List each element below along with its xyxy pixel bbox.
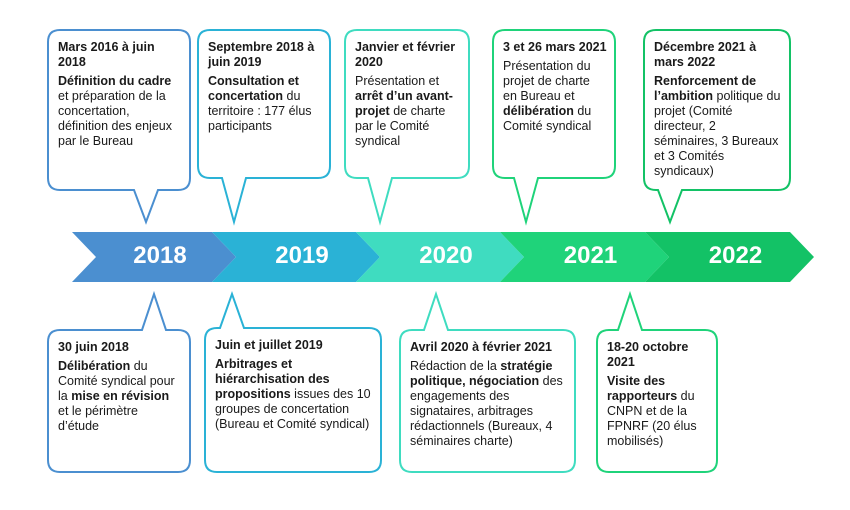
top-callout-text-4 <box>654 40 782 179</box>
top-callout-text-1 <box>208 40 322 134</box>
top-callout-text-0 <box>58 40 182 149</box>
top-callout-text-3 <box>503 40 607 134</box>
callout-bold-text: mise en révision <box>71 389 170 403</box>
callout-body-text: Rédaction de la <box>410 359 501 373</box>
callout-date: Juin et juillet 2019 <box>215 338 323 352</box>
callout-body-text: Présentation du projet de charte en Bureau et <box>503 59 591 103</box>
callout-body-text: du Comité syndical <box>503 104 592 133</box>
callout-body-text: de charte par le Comité syndical <box>355 104 446 148</box>
callout-date: Avril 2020 à février 2021 <box>410 340 553 354</box>
bottom-callout-text-2 <box>410 340 567 449</box>
callout-body-text: politique du projet (Comité directeur, 2 séminaires, 3 Bureaux et 3 Comités syndicaux) <box>654 89 781 178</box>
bottom-callout-text-3 <box>607 340 709 449</box>
year-label-2019: 2019 <box>275 242 329 269</box>
year-label-2018: 2018 <box>133 242 187 269</box>
callout-date: Mars 2016 à juin 2018 <box>58 40 155 69</box>
callout-body-text: du territoire : 177 élus participants <box>208 89 312 133</box>
callout-bold-text: Visite des rapporteurs <box>607 374 678 403</box>
callout-body-text: du Comité syndical pour la <box>58 359 175 403</box>
bottom-callout-text-1 <box>215 338 373 432</box>
year-label-2022: 2022 <box>708 242 763 269</box>
callout-body-text: et le périmètre d’étude <box>58 404 138 433</box>
callout-body-text: du CNPN et de la FPNRF (20 élus mobilisés) <box>607 389 697 448</box>
callout-date: Janvier et février 2020 <box>355 40 456 69</box>
year-label-2020: 2020 <box>419 242 473 269</box>
callout-body-text: et préparation de la concertation, définition des enjeux par le Bureau <box>58 89 172 148</box>
callout-date: 3 et 26 mars 2021 <box>503 40 607 54</box>
top-callout-text-2 <box>355 40 461 149</box>
callout-bold-text: Délibération <box>58 359 131 373</box>
callout-bold-text: délibération <box>503 104 574 118</box>
callout-bold-text: Renforcement de l’ambition <box>654 74 757 103</box>
callout-bold-text: Définition du cadre <box>58 74 172 88</box>
callout-date: 30 juin 2018 <box>58 340 129 354</box>
callout-body-text: des engagements des signataires, arbitrages rédactionnels (Bureaux, 4 séminaires charte) <box>410 374 563 448</box>
callout-date: Septembre 2018 à juin 2019 <box>208 40 315 69</box>
bottom-callout-text-0 <box>58 340 182 434</box>
callout-bold-text: Arbitrages et hiérarchisation des propositions <box>215 357 330 401</box>
callout-date: Décembre 2021 à mars 2022 <box>654 40 757 69</box>
callout-bold-text: Consultation et concertation <box>208 74 299 103</box>
year-label-2021: 2021 <box>563 242 618 269</box>
callout-bold-text: stratégie politique, négociation <box>410 359 553 388</box>
callout-bold-text: arrêt d’un avant-projet <box>355 89 453 118</box>
callout-body-text: Présentation et <box>355 74 440 88</box>
callout-body-text: issues des 10 groupes de concertation (Bureau et Comité syndical) <box>215 387 371 431</box>
callout-date: 18-20 octobre 2021 <box>607 340 689 369</box>
